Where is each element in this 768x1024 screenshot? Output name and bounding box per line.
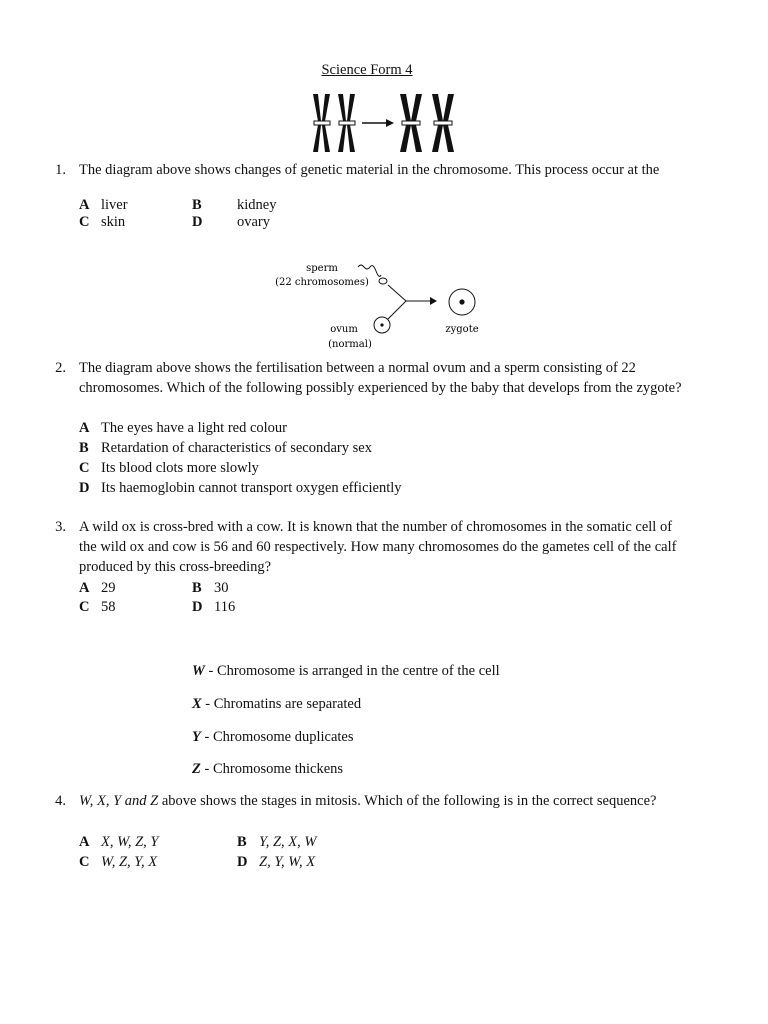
chromosome-diagram: [300, 90, 470, 156]
chromosome-unduplicated-1: [313, 94, 330, 152]
chromosome-duplicated-1: [400, 94, 422, 152]
q4-option-a[interactable]: A X, W, Z, Y: [79, 834, 159, 850]
page-title: Science Form 4: [321, 62, 413, 78]
q3-option-a[interactable]: A 29: [79, 580, 116, 596]
chromosome-duplicated-2: [432, 94, 454, 152]
q1-option-a[interactable]: A liver: [79, 197, 128, 213]
q2-option-b[interactable]: B Retardation of characteristics of secondary sex: [79, 440, 372, 456]
q1-option-b[interactable]: B kidney: [192, 197, 277, 213]
q2-option-d[interactable]: D Its haemoglobin cannot transport oxygen efficiently: [79, 480, 402, 496]
stage-z: Z - Chromosome thickens: [192, 761, 344, 777]
fertilisation-diagram: [270, 255, 490, 355]
ovum-label: ovum: [330, 324, 358, 335]
question-4-text: [79, 791, 689, 811]
arrow-icon: [362, 119, 394, 127]
question-1-number: 1.: [55, 162, 66, 178]
stage-w: W - Chromosome is arranged in the centre of the cell: [192, 663, 500, 679]
sperm-label: sperm: [306, 263, 338, 274]
arrow-icon: [430, 297, 437, 305]
q4-option-d[interactable]: D Z, Y, W, X: [237, 854, 316, 870]
q2-option-a[interactable]: A The eyes have a light red colour: [79, 420, 288, 436]
ovum-normal-label: (normal): [328, 339, 372, 350]
q3-option-c[interactable]: C 58: [79, 599, 116, 615]
question-4-number: 4.: [55, 793, 66, 809]
question-4-rest: above shows the stages in mitosis. Which of the following is in the correct sequence?: [158, 793, 657, 809]
zygote-label: zygote: [445, 324, 479, 335]
q4-option-c[interactable]: C W, Z, Y, X: [79, 854, 158, 870]
q4-option-b[interactable]: B Y, Z, X, W: [237, 834, 317, 850]
stage-y: Y - Chromosome duplicates: [192, 729, 354, 745]
stage-x: X - Chromatins are separated: [192, 696, 362, 712]
sperm-chromosome-count: (22 chromosomes): [275, 277, 369, 288]
q1-option-d[interactable]: D ovary: [192, 214, 271, 230]
question-3-number: 3.: [55, 519, 66, 535]
question-3-text: A wild ox is cross-bred with a cow. It is known that the number of chromosomes in the somatic cell of the wild ox and cow is 56 and 60 respectively. How many chromosomes do the gametes cell of the calf produced by this cross-breeding?: [79, 519, 677, 575]
q1-option-c[interactable]: C skin: [79, 214, 126, 230]
question-4-italic-letters: W, X, Y and Z: [79, 793, 159, 809]
chromosome-unduplicated-2: [338, 94, 355, 152]
question-2-number: 2.: [55, 360, 66, 376]
sperm-tail-icon: [358, 265, 381, 276]
sperm-head-icon: [379, 278, 387, 284]
q2-option-c[interactable]: C Its blood clots more slowly: [79, 460, 259, 476]
question-2-text: The diagram above shows the fertilisation between a normal ovum and a sperm consisting of 22 chromosomes. Which of the following possibly experienced by the baby that develops from the zygote?: [79, 360, 682, 396]
q3-option-b[interactable]: B 30: [192, 580, 229, 596]
question-1-text: The diagram above shows changes of genetic material in the chromosome. This process occur at the: [79, 162, 660, 178]
q3-option-d[interactable]: D 116: [192, 599, 236, 615]
